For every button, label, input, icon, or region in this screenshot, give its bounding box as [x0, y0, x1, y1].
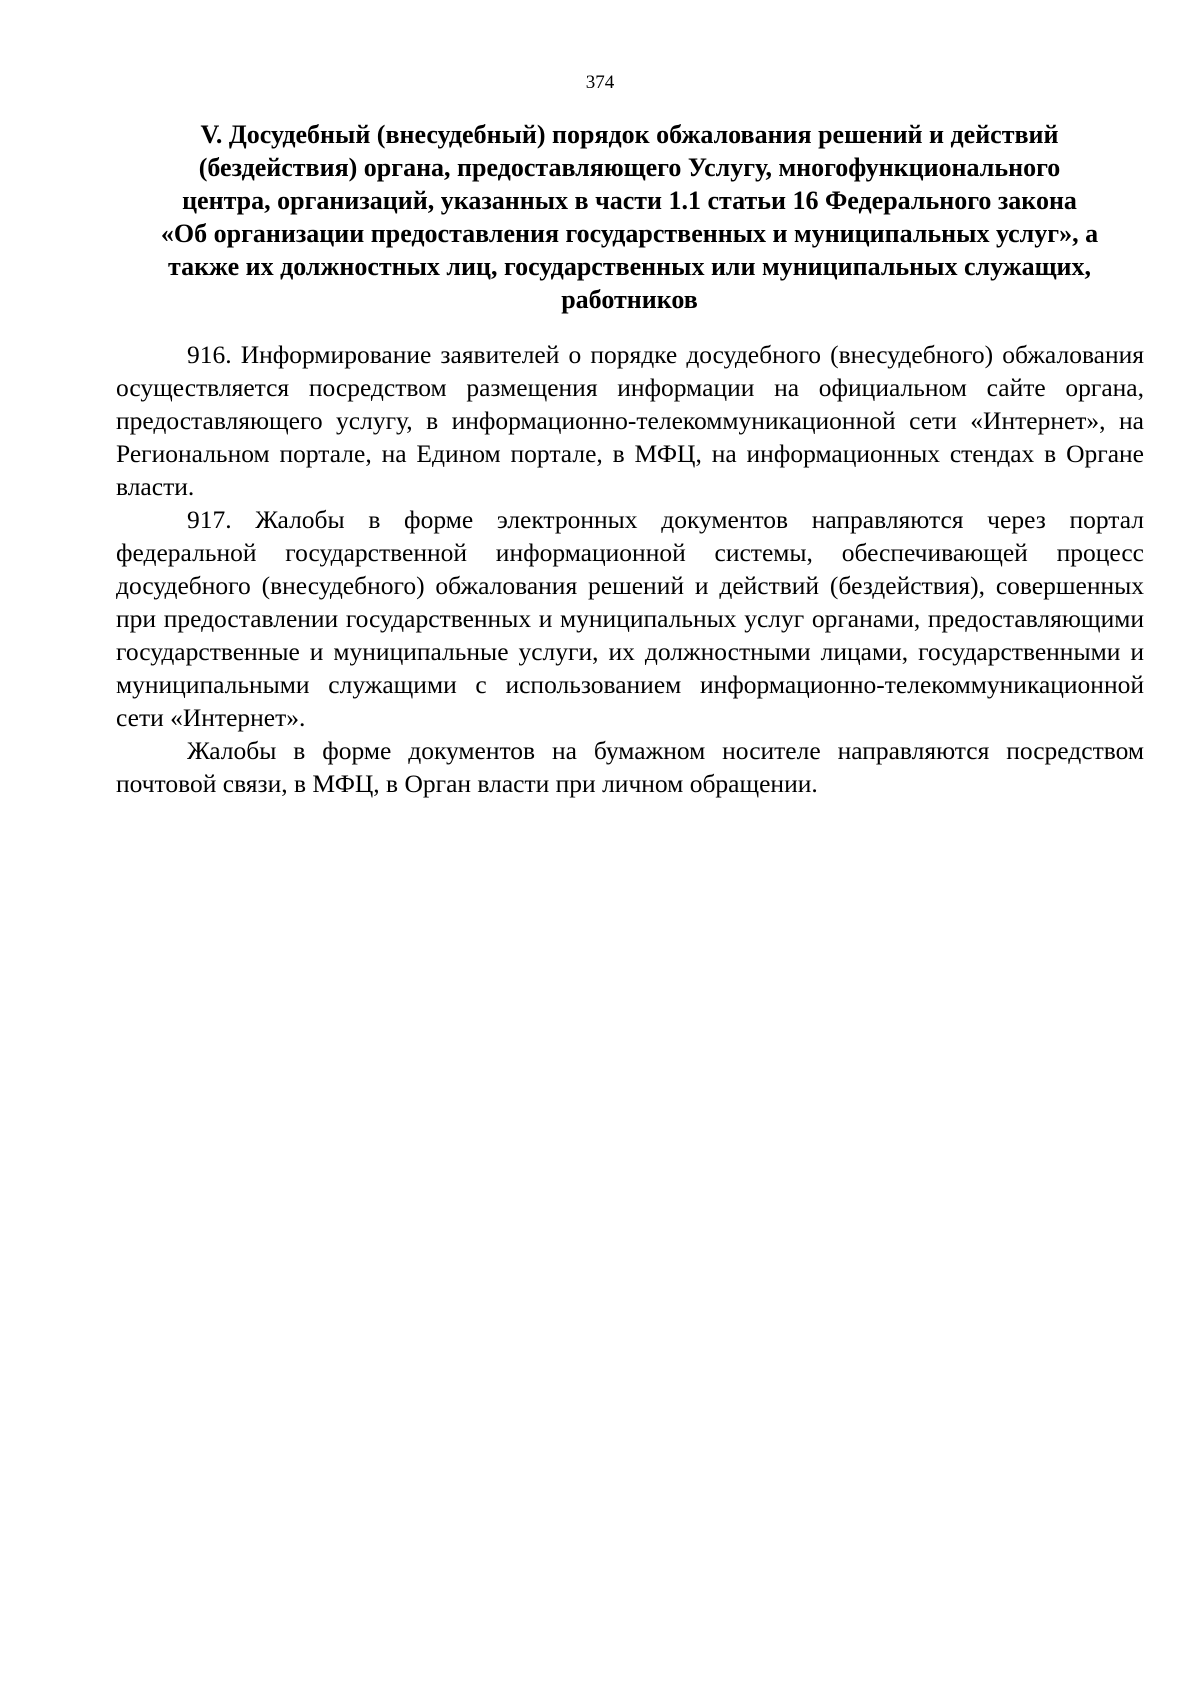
page-number: 374 [585, 72, 615, 93]
paragraph-917: 917. Жалобы в форме электронных документов направляются через портал федеральной государственной информационной системы, обеспечивающей процесс досудебного (внесудебного) обжалования решений и действий (бездействия), совершенных при предоставлении государственных и муниципальных услуг органами, предоставляющими государственные и муниципальные услуги, их должностными лицами, государственными и муниципальными служащими с использованием информационно-телекоммуникационной сети «Интернет». [116, 505, 1144, 732]
section-title-line: центра, организаций, указанных в части 1.1 статьи 16 Федерального закона [182, 186, 1077, 215]
section-title-line: работников [561, 285, 698, 314]
paragraph-paper-complaints: Жалобы в форме документов на бумажном носителе направляются посредством почтовой связи, в МФЦ, в Орган власти при личном обращении. [116, 736, 1144, 798]
section-title-line: (бездействия) органа, предоставляющего Услугу, многофункционального [198, 153, 1061, 182]
section-title-line: также их должностных лиц, государственных или муниципальных служащих, [167, 252, 1092, 281]
section-title [116, 118, 1143, 316]
section-title-line: V. Досудебный (внесудебный) порядок обжалования решений и действий [200, 120, 1059, 149]
paragraph-916: 916. Информирование заявителей о порядке досудебного (внесудебного) обжалования осуществляется посредством размещения информации на официальном сайте органа, предоставляющего услугу, в информационно-телекоммуникационной сети «Интернет», на Региональном портале, на Едином портале, в МФЦ, на информационных стендах в Органе власти. [116, 340, 1144, 501]
section-title-line: «Об организации предоставления государственных и муниципальных услуг», а [160, 219, 1099, 248]
body-text [116, 338, 1144, 800]
